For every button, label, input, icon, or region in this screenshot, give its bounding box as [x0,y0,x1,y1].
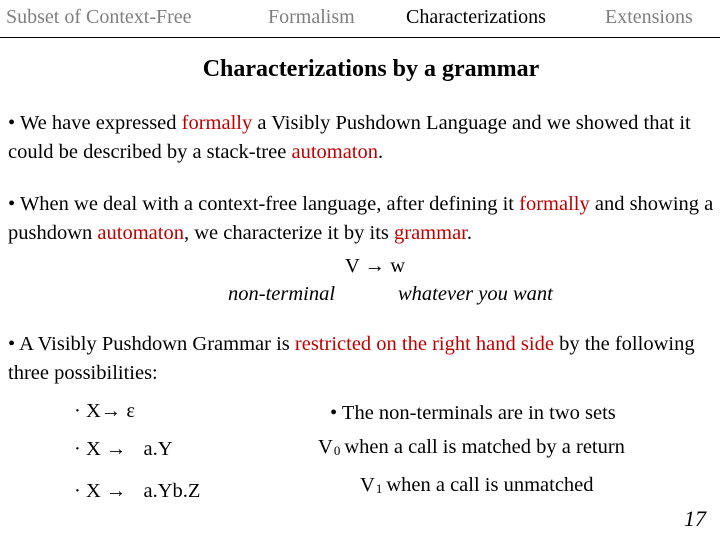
rule-lhs-label: non-terminal [228,283,336,305]
production-rhs: a.Y [143,438,173,460]
top-navigation [0,0,720,38]
bullet-paragraph-1 [8,109,714,167]
bullet-marker: • [8,333,16,355]
bullet-marker: • [8,112,16,134]
production-arrow: → [100,400,122,422]
sidenote-v0 [318,436,625,459]
grammar-rule [345,255,405,278]
bullet2-highlight-automaton: automaton [97,222,184,244]
production-lhs: X [85,400,101,422]
sidenote-line-1: • The non-terminals are in two sets [330,402,616,424]
production-rhs: a.Yb.Z [143,480,201,502]
tab-extensions[interactable]: Extensions [605,6,693,28]
production-epsilon [74,400,135,423]
production-arrow: → [105,480,127,502]
slide-title: Characterizations by a grammar [202,56,540,82]
tab-characterizations[interactable]: Characterizations [406,6,546,28]
bullet3-text-2: by the following three possibilities: [8,333,695,384]
v0-subscript: 0 [333,443,341,458]
v1-description: when a call is unmatched [386,474,594,496]
bullet1-text-1: We have expressed [15,112,182,134]
bullet-marker: • [8,193,16,215]
bullet2-highlight-grammar: grammar [394,222,467,244]
nav-divider [0,37,720,38]
bullet1-highlight-automaton: automaton [291,141,379,163]
production-aY [74,438,173,461]
rule-rhs: w [390,255,405,277]
v0-symbol: V [318,436,333,458]
production-lhs: X [85,438,101,460]
production-rhs: ε [126,400,135,422]
rule-rhs-label: whatever you want [398,283,553,305]
rule-arrow: → [364,255,386,277]
bullet-paragraph-3 [8,330,714,388]
production-lhs: X [85,480,101,502]
bullet3-text-1: A Visibly Pushdown Grammar is [15,333,295,355]
production-aYbZ [74,480,200,503]
rule-lhs: V [345,255,360,277]
bullet2-text-2: and showing a pushdown [8,193,714,244]
v1-symbol: V [360,474,375,496]
page-number: 17 [684,506,706,531]
bullet1-text-3: . [378,141,384,163]
bullet2-highlight-formally: formally [519,193,590,215]
sidenote-v1 [360,474,594,497]
bullet3-highlight-restricted: restricted on the right hand side [294,333,554,355]
tab-formalism[interactable]: Formalism [268,6,355,28]
bullet2-text-3: , we characterize it by its [183,222,394,244]
bullet-paragraph-2 [8,190,714,248]
v0-description: when a call is matched by a return [344,436,625,458]
production-dot: · [74,438,81,460]
v1-subscript: 1 [375,481,383,496]
bullet2-text-4: . [466,222,472,244]
production-dot: · [74,480,81,502]
bullet1-text-2: a Visibly Pushdown Language and we showed that it could be described by a stack-tree [8,112,691,163]
bullet2-text-1: When we deal with a context-free language, after defining it [15,193,520,215]
tab-subset-of-context-free[interactable]: Subset of Context-Free [6,6,192,28]
production-dot: · [74,400,81,422]
production-arrow: → [105,438,127,460]
bullet1-highlight-formally: formally [181,112,253,134]
